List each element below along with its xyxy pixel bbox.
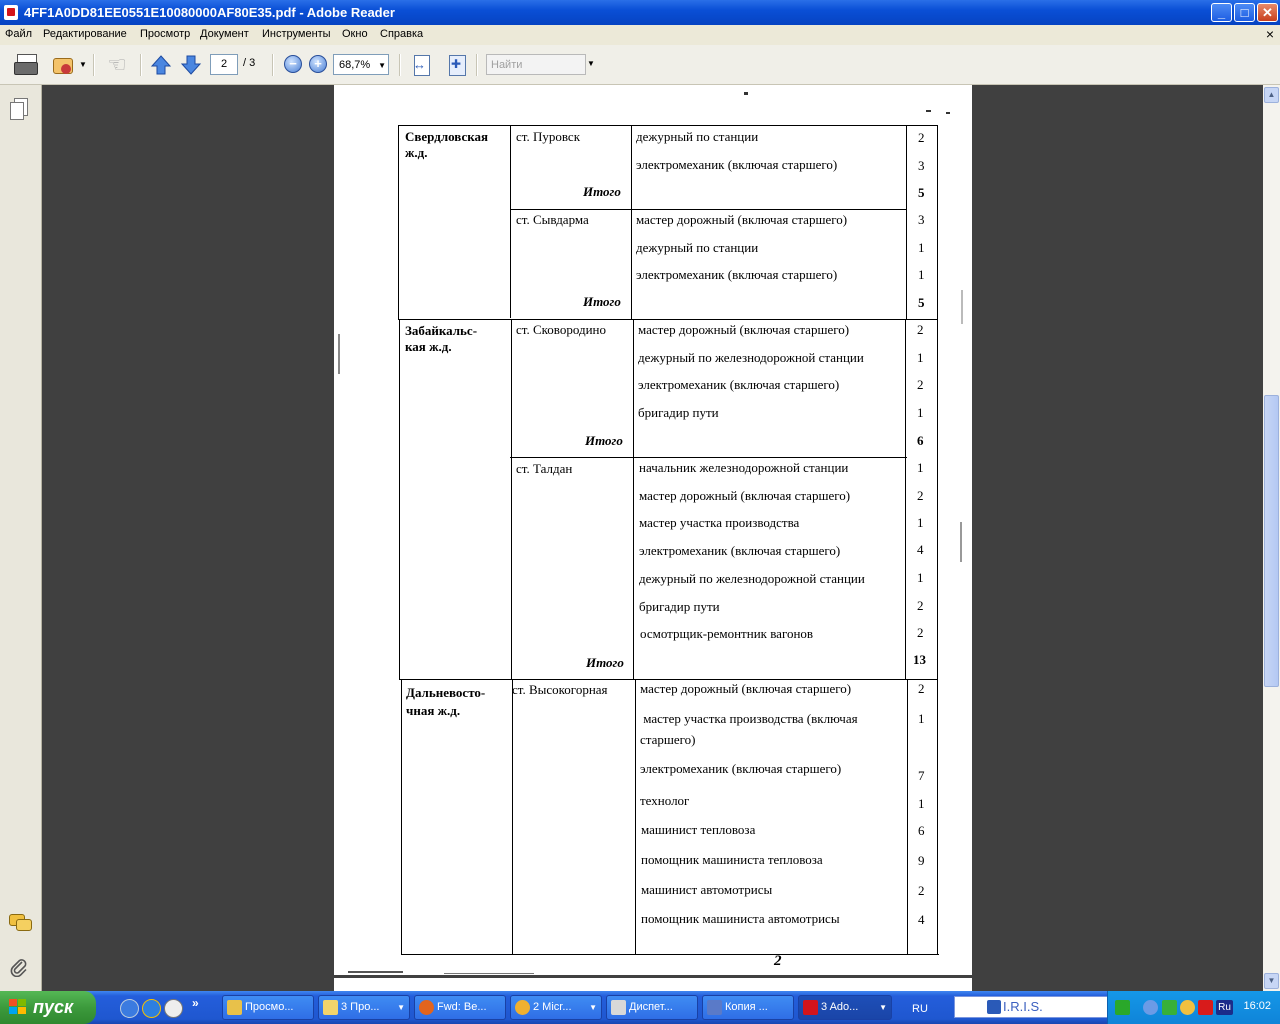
document-viewport[interactable] xyxy=(42,85,1263,991)
position-title: осмотрщик-ремонтник вагонов xyxy=(640,626,814,641)
position-title: дежурный по железнодорожной станции xyxy=(638,350,864,365)
update-icon[interactable] xyxy=(1180,1000,1195,1015)
system-tray xyxy=(1107,991,1280,1024)
task-button[interactable]: 2 Micr... ▼ xyxy=(510,995,602,1020)
position-title: мастер дорожный (включая старшего) xyxy=(638,322,850,337)
position-title: электромеханик (включая старшего) xyxy=(638,377,840,392)
toolbar xyxy=(0,45,1280,85)
menu-file[interactable]: Файл xyxy=(5,28,33,40)
outlook-icon xyxy=(515,1000,530,1015)
menu-window[interactable]: Окно xyxy=(342,28,368,40)
total-label: Итого xyxy=(586,655,624,670)
station-name: ст. Высокогорная xyxy=(512,682,608,697)
position-title: электромеханик (включая старшего) xyxy=(640,761,842,776)
menu-document[interactable]: Документ xyxy=(200,28,249,40)
menu-edit[interactable]: Редактирование xyxy=(43,28,127,40)
folder-icon xyxy=(323,1000,338,1015)
position-count: 2 xyxy=(917,377,924,392)
position-count: 3 xyxy=(918,158,925,173)
position-count: 2 xyxy=(918,883,925,898)
attachments-paperclip-icon[interactable] xyxy=(10,957,28,977)
firefox-icon xyxy=(419,1000,434,1015)
scroll-up-icon[interactable]: ▲ xyxy=(1264,87,1279,103)
position-title: мастер дорожный (включая старшего) xyxy=(639,488,851,503)
vertical-scrollbar[interactable] xyxy=(1263,85,1280,991)
previous-page-icon[interactable] xyxy=(150,54,172,76)
position-count: 2 xyxy=(917,625,924,640)
position-count: 2 xyxy=(917,488,924,503)
collaborate-dropdown-icon[interactable]: ▼ xyxy=(79,60,87,69)
position-title: дежурный по станции xyxy=(636,129,759,144)
navigation-panel xyxy=(0,85,42,991)
position-title: помощник машиниста автомотрисы xyxy=(641,911,840,926)
position-count: 1 xyxy=(917,405,924,420)
task-button-active[interactable]: 3 Ado... ▼ xyxy=(798,995,892,1020)
position-count: 9 xyxy=(918,853,925,868)
task-button[interactable]: Просмо... xyxy=(222,995,314,1020)
menu-tools[interactable]: Инструменты xyxy=(262,28,331,40)
position-title: мастер участка производства (включая xyxy=(640,711,858,726)
scroll-thumb[interactable] xyxy=(1264,395,1279,687)
menu-view[interactable]: Просмотр xyxy=(140,28,191,40)
zoom-out-icon[interactable]: − xyxy=(284,55,302,73)
position-count: 1 xyxy=(918,796,925,811)
station-name: ст. Сковородино xyxy=(516,322,607,337)
adobe-reader-icon xyxy=(4,5,18,20)
position-title: дежурный по станции xyxy=(636,240,759,255)
collaborate-icon[interactable] xyxy=(51,54,75,76)
position-title: начальник железнодорожной станции xyxy=(639,460,849,475)
media-player-icon[interactable] xyxy=(164,999,183,1018)
scroll-down-icon[interactable]: ▼ xyxy=(1264,973,1279,989)
printer-icon[interactable] xyxy=(14,54,38,76)
position-count: 6 xyxy=(918,823,925,838)
position-count: 1 xyxy=(918,711,925,726)
quicklaunch-expand-icon[interactable]: » xyxy=(192,996,199,1010)
position-title: электромеханик (включая старшего) xyxy=(639,543,841,558)
show-desktop-icon[interactable] xyxy=(120,999,139,1018)
handwritten-page-number: 2 xyxy=(774,953,782,969)
pages-panel-icon[interactable] xyxy=(10,98,26,118)
arrow-right-icon[interactable] xyxy=(1115,1000,1130,1015)
pdf-page xyxy=(334,85,972,975)
station-name: ст. Талдан xyxy=(516,461,573,476)
position-title: мастер дорожный (включая старшего) xyxy=(636,212,848,227)
position-count: 3 xyxy=(918,212,925,227)
position-title: бригадир пути xyxy=(638,405,719,420)
internet-explorer-icon[interactable] xyxy=(142,999,161,1018)
position-title: старшего) xyxy=(640,732,696,747)
language-ru-icon[interactable]: Ru xyxy=(1216,1000,1233,1015)
zoom-level-input[interactable] xyxy=(333,54,389,75)
total-count: 5 xyxy=(918,185,925,200)
position-title: мастер участка производства xyxy=(639,515,800,530)
total-label: Итого xyxy=(583,294,621,309)
position-count: 1 xyxy=(917,350,924,365)
find-dropdown-icon[interactable]: ▼ xyxy=(587,59,595,68)
position-count: 2 xyxy=(917,598,924,613)
status-green-icon[interactable] xyxy=(1162,1000,1177,1015)
folder-icon xyxy=(227,1000,242,1015)
railway-name: Забайкальс- кая ж.д. xyxy=(405,323,478,354)
fit-page-icon[interactable] xyxy=(447,54,467,76)
position-title: помощник машиниста тепловоза xyxy=(641,852,823,867)
maximize-button[interactable]: □ xyxy=(1234,3,1255,22)
network-icon[interactable] xyxy=(1143,1000,1158,1015)
task-button[interactable]: Fwd: Be... xyxy=(414,995,506,1020)
adobe-reader-icon xyxy=(803,1000,818,1015)
document-icon xyxy=(707,1000,722,1015)
page-total: / 3 xyxy=(243,57,256,69)
total-count: 13 xyxy=(913,652,926,667)
windows-flag-icon xyxy=(9,999,27,1016)
total-label: Итого xyxy=(583,184,621,199)
position-title: машинист автомотрисы xyxy=(641,882,773,897)
minimize-button[interactable]: _ xyxy=(1211,3,1232,22)
comments-panel-icon[interactable] xyxy=(9,914,31,932)
zoom-in-icon[interactable]: + xyxy=(309,55,327,73)
close-button[interactable]: ✕ xyxy=(1257,3,1278,22)
position-count: 4 xyxy=(918,912,925,927)
station-name: ст. Пуровск xyxy=(516,129,581,144)
position-title: мастер дорожный (включая старшего) xyxy=(640,681,852,696)
total-count: 5 xyxy=(918,295,925,310)
position-count: 1 xyxy=(918,267,925,282)
total-count: 6 xyxy=(917,433,924,448)
position-count: 1 xyxy=(918,240,925,255)
taskbar xyxy=(0,991,1280,1024)
zoom-level-value: 68,7% xyxy=(339,59,371,71)
iris-icon xyxy=(987,1000,1001,1014)
iris-search-box[interactable]: I.R.I.S. xyxy=(954,996,1108,1018)
position-count: 2 xyxy=(917,322,924,337)
task-button[interactable]: Копия ... xyxy=(702,995,794,1020)
menu-help[interactable]: Справка xyxy=(380,28,424,40)
position-title: электромеханик (включая старшего) xyxy=(636,157,838,172)
title-bar xyxy=(0,0,1280,25)
total-label: Итого xyxy=(585,433,623,448)
start-button[interactable]: пуск xyxy=(0,991,96,1024)
language-indicator[interactable]: RU xyxy=(912,1003,928,1015)
position-count: 2 xyxy=(918,130,925,145)
railway-name: Свердловская ж.д. xyxy=(405,129,489,160)
task-manager-icon xyxy=(611,1000,626,1015)
position-title: технолог xyxy=(640,793,690,808)
station-name: ст. Сывдарма xyxy=(516,212,589,227)
page-number-input[interactable]: 2 xyxy=(210,54,238,75)
position-count: 4 xyxy=(917,542,924,557)
position-count: 7 xyxy=(918,768,925,783)
find-input[interactable]: Найти xyxy=(486,54,586,75)
fit-width-icon[interactable] xyxy=(411,54,431,76)
hand-tool-icon[interactable]: ☜ xyxy=(107,52,127,77)
window-title: 4FF1A0DD81EE0551E10080000AF80E35.pdf - Adobe Reader xyxy=(24,5,395,20)
position-count: 2 xyxy=(918,681,925,696)
next-page-edge xyxy=(334,978,972,991)
task-button[interactable]: 3 Про... ▼ xyxy=(318,995,410,1020)
position-count: 1 xyxy=(917,570,924,585)
antivirus-icon[interactable] xyxy=(1198,1000,1213,1015)
position-count: 1 xyxy=(917,460,924,475)
position-title: электромеханик (включая старшего) xyxy=(636,267,838,282)
task-button[interactable]: Диспет... xyxy=(606,995,698,1020)
position-count: 1 xyxy=(917,515,924,530)
railway-name: Дальневосто- чная ж.д. xyxy=(406,685,486,718)
position-title: бригадир пути xyxy=(639,599,720,614)
clock: 16:02 xyxy=(1243,1000,1271,1012)
document-close-icon[interactable]: × xyxy=(1265,26,1274,42)
position-title: машинист тепловоза xyxy=(641,822,756,837)
next-page-icon[interactable] xyxy=(180,54,202,76)
menu-bar xyxy=(0,25,1280,45)
position-title: дежурный по железнодорожной станции xyxy=(639,571,865,586)
zoom-dropdown-icon[interactable]: ▼ xyxy=(378,61,386,70)
